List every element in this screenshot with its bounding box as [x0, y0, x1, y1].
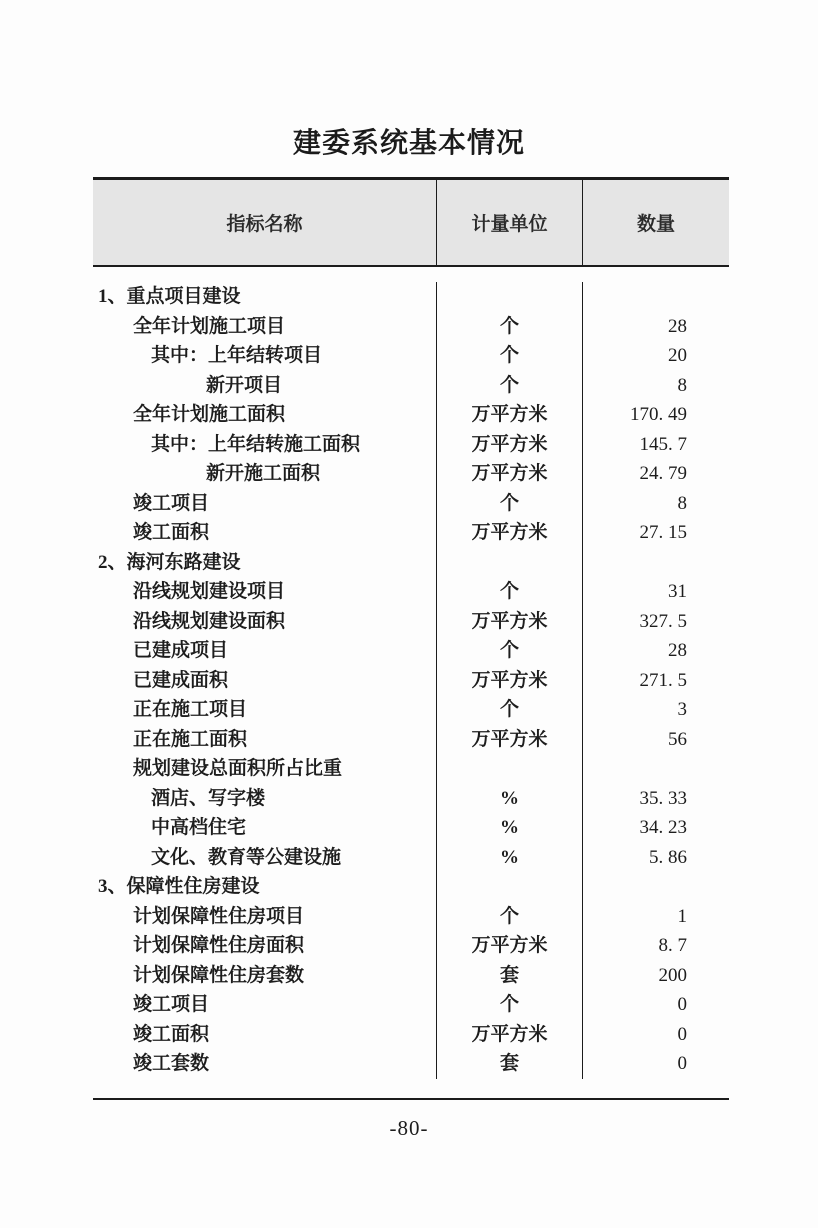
indicator-name-cell: 竣工面积 [93, 1020, 437, 1050]
quantity-cell: 27. 15 [639, 522, 687, 543]
indicator-name-cell: 文化、教育等公建设施 [93, 843, 437, 873]
indicator-name-cell: 全年计划施工项目 [93, 312, 437, 342]
unit-cell: % [437, 813, 583, 843]
table-row [93, 695, 729, 725]
table-row [93, 754, 729, 784]
indicator-name-cell: 全年计划施工面积 [93, 400, 437, 430]
indicator-name-cell: 新开项目 [93, 371, 437, 401]
indicator-name-cell: 2、海河东路建设 [93, 548, 437, 578]
table-row [93, 843, 729, 873]
indicator-name-cell: 1、重点项目建设 [93, 282, 437, 312]
table-row [93, 489, 729, 519]
quantity-cell: 1 [677, 905, 687, 927]
unit-cell: 个 [437, 489, 583, 519]
quantity-cell: 24. 79 [639, 463, 687, 484]
unit-cell [437, 282, 583, 312]
table-row [93, 1049, 729, 1079]
table-row [93, 607, 729, 637]
indicator-name-cell: 3、保障性住房建设 [93, 872, 437, 902]
table-row [93, 341, 729, 371]
indicator-name-cell: 正在施工项目 [93, 695, 437, 725]
table-row [93, 371, 729, 401]
table-row [93, 577, 729, 607]
indicator-name-cell: 已建成项目 [93, 636, 437, 666]
unit-cell: % [437, 843, 583, 873]
indicator-name-cell: 正在施工面积 [93, 725, 437, 755]
quantity-cell: 0 [677, 1053, 687, 1074]
unit-cell: 个 [437, 341, 583, 371]
unit-cell: 万平方米 [437, 607, 583, 637]
table-row [93, 636, 729, 666]
quantity-cell: 8 [677, 374, 687, 396]
quantity-cell: 145. 7 [639, 433, 687, 455]
quantity-cell: 327. 5 [639, 610, 687, 632]
indicator-name-cell: 其中：上年结转施工面积 [93, 430, 437, 460]
table-row [93, 990, 729, 1020]
quantity-cell: 5. 86 [649, 846, 687, 868]
table-row [93, 961, 729, 991]
unit-cell: 万平方米 [437, 400, 583, 430]
quantity-cell: 28 [668, 315, 687, 337]
indicator-name-cell: 沿线规划建设面积 [93, 607, 437, 637]
table-row [93, 518, 729, 548]
table-row [93, 1020, 729, 1050]
indicator-name-cell: 酒店、写字楼 [93, 784, 437, 814]
table-row [93, 931, 729, 961]
unit-cell [437, 754, 583, 784]
unit-cell [437, 872, 583, 902]
quantity-cell: 35. 33 [639, 787, 687, 809]
quantity-cell: 200 [658, 964, 687, 986]
indicator-name-cell: 计划保障性住房面积 [93, 931, 437, 961]
indicator-name-cell: 沿线规划建设项目 [93, 577, 437, 607]
unit-cell: 个 [437, 990, 583, 1020]
unit-cell: 万平方米 [437, 931, 583, 961]
quantity-cell: 56 [668, 728, 687, 750]
table-row [93, 902, 729, 932]
quantity-cell: 0 [677, 1023, 687, 1045]
unit-cell: 万平方米 [437, 518, 583, 548]
column-header-quantity: 数量 [636, 214, 675, 235]
unit-cell: 万平方米 [437, 459, 583, 489]
quantity-cell: 3 [677, 699, 687, 720]
indicator-name-cell: 竣工项目 [93, 489, 437, 519]
unit-cell: 万平方米 [437, 430, 583, 460]
column-header-indicator-name: 指标名称 [93, 180, 437, 265]
quantity-cell [583, 282, 729, 312]
table-row [93, 282, 729, 312]
unit-cell: 个 [437, 636, 583, 666]
indicator-name-cell: 已建成面积 [93, 666, 437, 696]
table-row [93, 430, 729, 460]
unit-cell [437, 548, 583, 578]
indicator-name-cell: 竣工面积 [93, 518, 437, 548]
indicator-name-cell: 计划保障性住房项目 [93, 902, 437, 932]
unit-cell: 套 [437, 1049, 583, 1079]
unit-cell: 万平方米 [437, 725, 583, 755]
unit-cell: 个 [437, 312, 583, 342]
page-title: 建委系统基本情况 [292, 128, 525, 159]
unit-cell: 万平方米 [437, 666, 583, 696]
indicator-name-cell: 新开施工面积 [93, 459, 437, 489]
quantity-cell: 8. 7 [658, 935, 687, 956]
quantity-cell: 28 [668, 640, 687, 661]
quantity-cell [583, 872, 729, 902]
indicator-name-cell: 竣工套数 [93, 1049, 437, 1079]
indicator-name-cell: 计划保障性住房套数 [93, 961, 437, 991]
unit-cell: 万平方米 [437, 1020, 583, 1050]
table-row [93, 725, 729, 755]
quantity-cell: 271. 5 [639, 669, 687, 691]
indicator-name-cell: 其中：上年结转项目 [93, 341, 437, 371]
quantity-cell: 31 [668, 581, 687, 602]
indicator-name-cell: 中高档住宅 [93, 813, 437, 843]
unit-cell: 个 [437, 577, 583, 607]
table-row [93, 872, 729, 902]
unit-cell: 个 [437, 902, 583, 932]
quantity-cell: 170. 49 [630, 404, 687, 425]
stats-table [93, 177, 729, 1100]
unit-cell: 个 [437, 695, 583, 725]
quantity-cell: 0 [677, 994, 687, 1015]
table-row [93, 784, 729, 814]
quantity-cell: 20 [668, 345, 687, 366]
indicator-name-cell: 竣工项目 [93, 990, 437, 1020]
table-row [93, 459, 729, 489]
unit-cell: % [437, 784, 583, 814]
quantity-cell: 34. 23 [639, 817, 687, 838]
table-row [93, 312, 729, 342]
table-row [93, 666, 729, 696]
indicator-name-cell: 规划建设总面积所占比重 [93, 754, 437, 784]
table-header-row [93, 180, 729, 267]
column-header-unit: 计量单位 [437, 180, 583, 265]
quantity-cell [583, 754, 729, 784]
table-row [93, 548, 729, 578]
quantity-cell [583, 548, 729, 578]
table-row [93, 400, 729, 430]
quantity-cell: 8 [677, 492, 687, 514]
unit-cell: 套 [437, 961, 583, 991]
page-number: -80- [389, 1116, 429, 1140]
table-body [93, 267, 729, 1098]
unit-cell: 个 [437, 371, 583, 401]
table-row [93, 813, 729, 843]
